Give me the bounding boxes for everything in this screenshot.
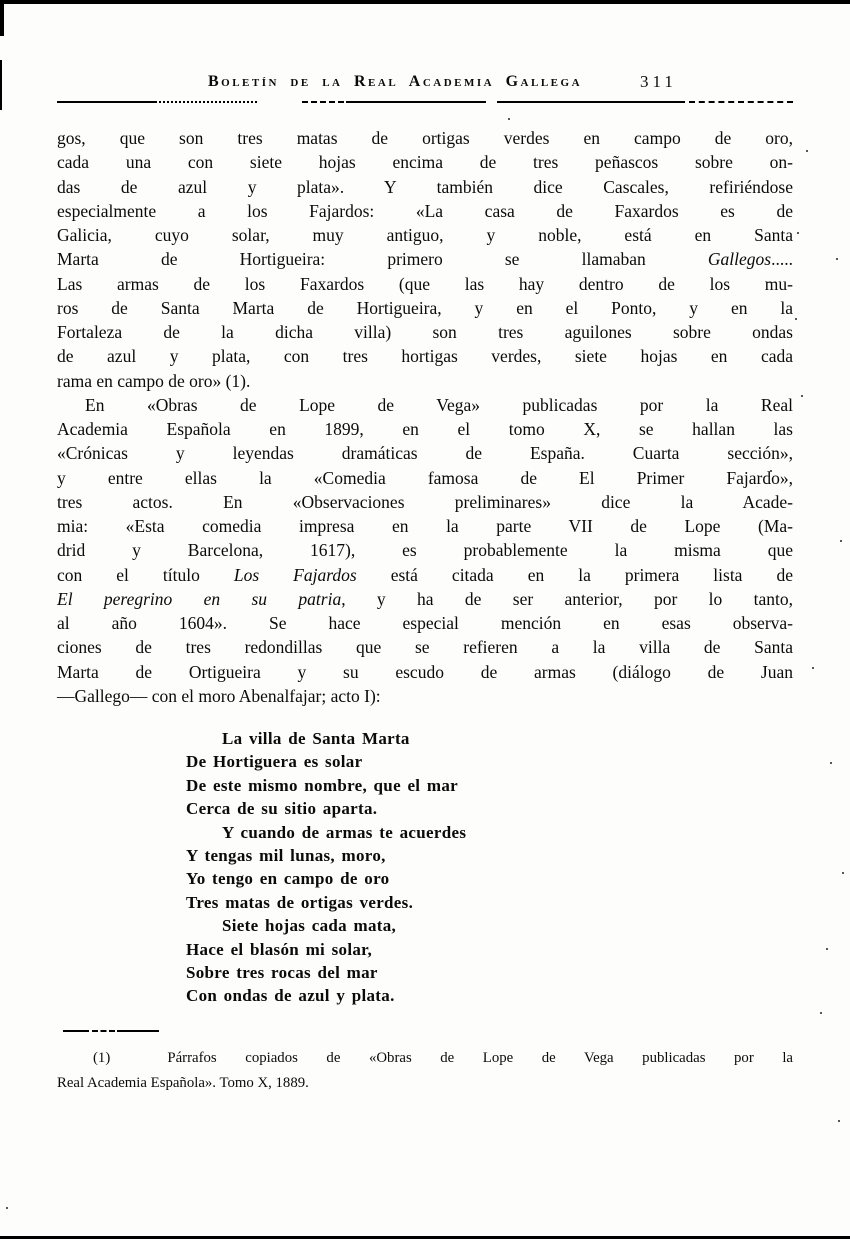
text-segment: Hace el blasón mi solar, xyxy=(186,939,372,959)
text-segment: ..... xyxy=(771,249,793,270)
text-segment: «Crónicas y leyendas dramáticas de España. Cuarta sección», xyxy=(57,443,793,464)
verse-line xyxy=(186,821,466,844)
text-line xyxy=(57,563,793,587)
rule-segment xyxy=(117,1030,159,1032)
text-segment: Y cuando de armas te acuerdes xyxy=(222,822,467,842)
text-segment: gos, que son tres matas de ortigas verdes en campo de oro, xyxy=(57,128,793,148)
text-line xyxy=(57,538,793,562)
text-line xyxy=(57,199,793,223)
text-line xyxy=(57,272,793,296)
text-segment: Fortaleza de la dicha villa) son tres aguilones sobre ondas xyxy=(57,322,793,342)
verse-line xyxy=(186,891,466,914)
text-segment: das de azul y plata». Y también dice Cascales, refiriéndose xyxy=(57,176,793,197)
text-line xyxy=(57,223,793,247)
text-segment: Tres matas de ortigas verdes. xyxy=(186,892,414,912)
text-line xyxy=(57,660,793,684)
rule-segment xyxy=(92,1030,115,1032)
verse-line xyxy=(186,727,466,750)
text-line xyxy=(57,417,793,441)
text-line xyxy=(57,369,793,393)
rule-segment xyxy=(346,101,486,103)
text-segment: mia: «Esta comedia impresa en la parte VII de Lope (Ma- xyxy=(57,516,793,536)
text-line xyxy=(57,441,793,465)
text-line xyxy=(57,635,793,659)
text-segment: En «Obras de Lope de Vega» publicadas por la Real xyxy=(85,394,793,415)
rule-segment xyxy=(63,1030,89,1032)
rule-segment xyxy=(689,101,793,103)
text-segment: (1) Párrafos copiados de «Obras de Lope de Vega publicadas por la xyxy=(93,1050,793,1066)
verse-line xyxy=(186,750,466,773)
text-segment: Academia Española en 1899, en el tomo X, se hallan las xyxy=(57,419,793,439)
text-segment: Siete hojas cada mata, xyxy=(222,916,397,936)
text-segment: ros de Santa Marta de Hortigueira, y en el Ponto, y en la xyxy=(57,297,793,318)
rule-segment xyxy=(302,101,344,103)
text-segment: Galicia, cuyo solar, muy antiguo, y noble, está en Santa xyxy=(57,225,793,245)
text-segment: Marta de Ortigueira y su escudo de armas (diálogo de Juan xyxy=(57,661,793,682)
footnote-block xyxy=(57,1046,793,1096)
text-segment: Real Academia Española». Tomo X, 1889. xyxy=(57,1075,309,1091)
text-segment: tres actos. En «Observaciones preliminares» dice la Acade- xyxy=(57,491,793,512)
text-line xyxy=(57,466,793,490)
text-segment: drid y Barcelona, 1617), es probablemente la misma que xyxy=(57,540,793,561)
footnote-line xyxy=(57,1046,793,1071)
page-number: 311 xyxy=(640,72,677,91)
text-segment: cada una con siete hojas encima de tres peñascos sobre on- xyxy=(57,152,793,173)
text-segment: ciones de tres redondillas que se refieren a la villa de Santa xyxy=(57,637,793,658)
rule-segment xyxy=(159,101,257,103)
text-segment: , y ha de ser anterior, por lo tanto, xyxy=(341,588,793,609)
text-segment: Con ondas de azul y plata. xyxy=(186,986,395,1006)
text-segment: De este mismo nombre, que el mar xyxy=(186,775,458,795)
verse-line xyxy=(186,914,466,937)
verse-line xyxy=(186,984,466,1007)
header-rule xyxy=(57,101,793,105)
text-segment: con el título xyxy=(57,564,234,585)
text-line xyxy=(57,344,793,368)
text-segment: Yo tengo en campo de oro xyxy=(186,869,390,889)
verse-block xyxy=(186,727,466,1008)
text-segment: especialmente a los Fajardos: «La casa de Faxardos es de xyxy=(57,200,793,221)
text-line xyxy=(57,393,793,417)
text-line xyxy=(57,611,793,635)
top-edge-scan-bar xyxy=(0,0,850,4)
text-line xyxy=(57,150,793,174)
text-segment: Marta de Hortigueira: primero se llamaban xyxy=(57,249,708,270)
text-segment: al año 1604». Se hace especial mención en esas observa- xyxy=(57,613,793,633)
rule-segment xyxy=(57,101,157,103)
text-segment: Los Fajardos xyxy=(233,564,357,585)
text-segment: El peregrino en su patria xyxy=(57,588,342,609)
text-line xyxy=(57,684,793,708)
text-segment: De Hortiguera es solar xyxy=(186,752,363,772)
text-segment: Gallegos xyxy=(707,249,772,270)
verse-line xyxy=(186,867,466,890)
text-segment: de azul y plata, con tres hortigas verdes, siete hojas en cada xyxy=(57,346,793,367)
text-line xyxy=(57,296,793,320)
footnote-line xyxy=(57,1071,793,1096)
text-line xyxy=(57,247,793,271)
text-line xyxy=(57,514,793,538)
text-line xyxy=(57,320,793,344)
text-segment: Y tengas mil lunas, moro, xyxy=(186,846,386,866)
text-segment: Cerca de su sitio aparta. xyxy=(186,799,378,819)
verse-line xyxy=(186,774,466,797)
main-text-block xyxy=(57,126,793,708)
scan-noise-specks xyxy=(0,0,2,2)
text-segment: —Gallego— con el moro Abenalfajar; acto I): xyxy=(57,685,381,706)
verse-line xyxy=(186,961,466,984)
verse-line xyxy=(186,797,466,820)
text-line xyxy=(57,490,793,514)
text-segment: y entre ellas la «Comedia famosa de El Primer Fajardo», xyxy=(57,467,793,488)
rule-segment xyxy=(497,101,685,103)
text-segment: Las armas de los Faxardos (que las hay dentro de los mu- xyxy=(57,273,793,294)
text-segment: está citada en la primera lista de xyxy=(356,564,793,585)
verse-line xyxy=(186,844,466,867)
text-segment: La villa de Santa Marta xyxy=(222,729,410,748)
text-segment: Sobre tres rocas del mar xyxy=(186,963,378,983)
left-edge-scan-mark xyxy=(0,0,4,36)
text-line xyxy=(57,126,793,150)
verse-line xyxy=(186,938,466,961)
journal-title: Boletín de la Real Academia Gallega xyxy=(207,73,583,90)
footnote-rule xyxy=(63,1030,159,1034)
text-line xyxy=(57,587,793,611)
left-edge-scan-mark xyxy=(0,60,2,110)
text-segment: rama en campo de oro» (1). xyxy=(57,370,251,391)
text-line xyxy=(57,175,793,199)
